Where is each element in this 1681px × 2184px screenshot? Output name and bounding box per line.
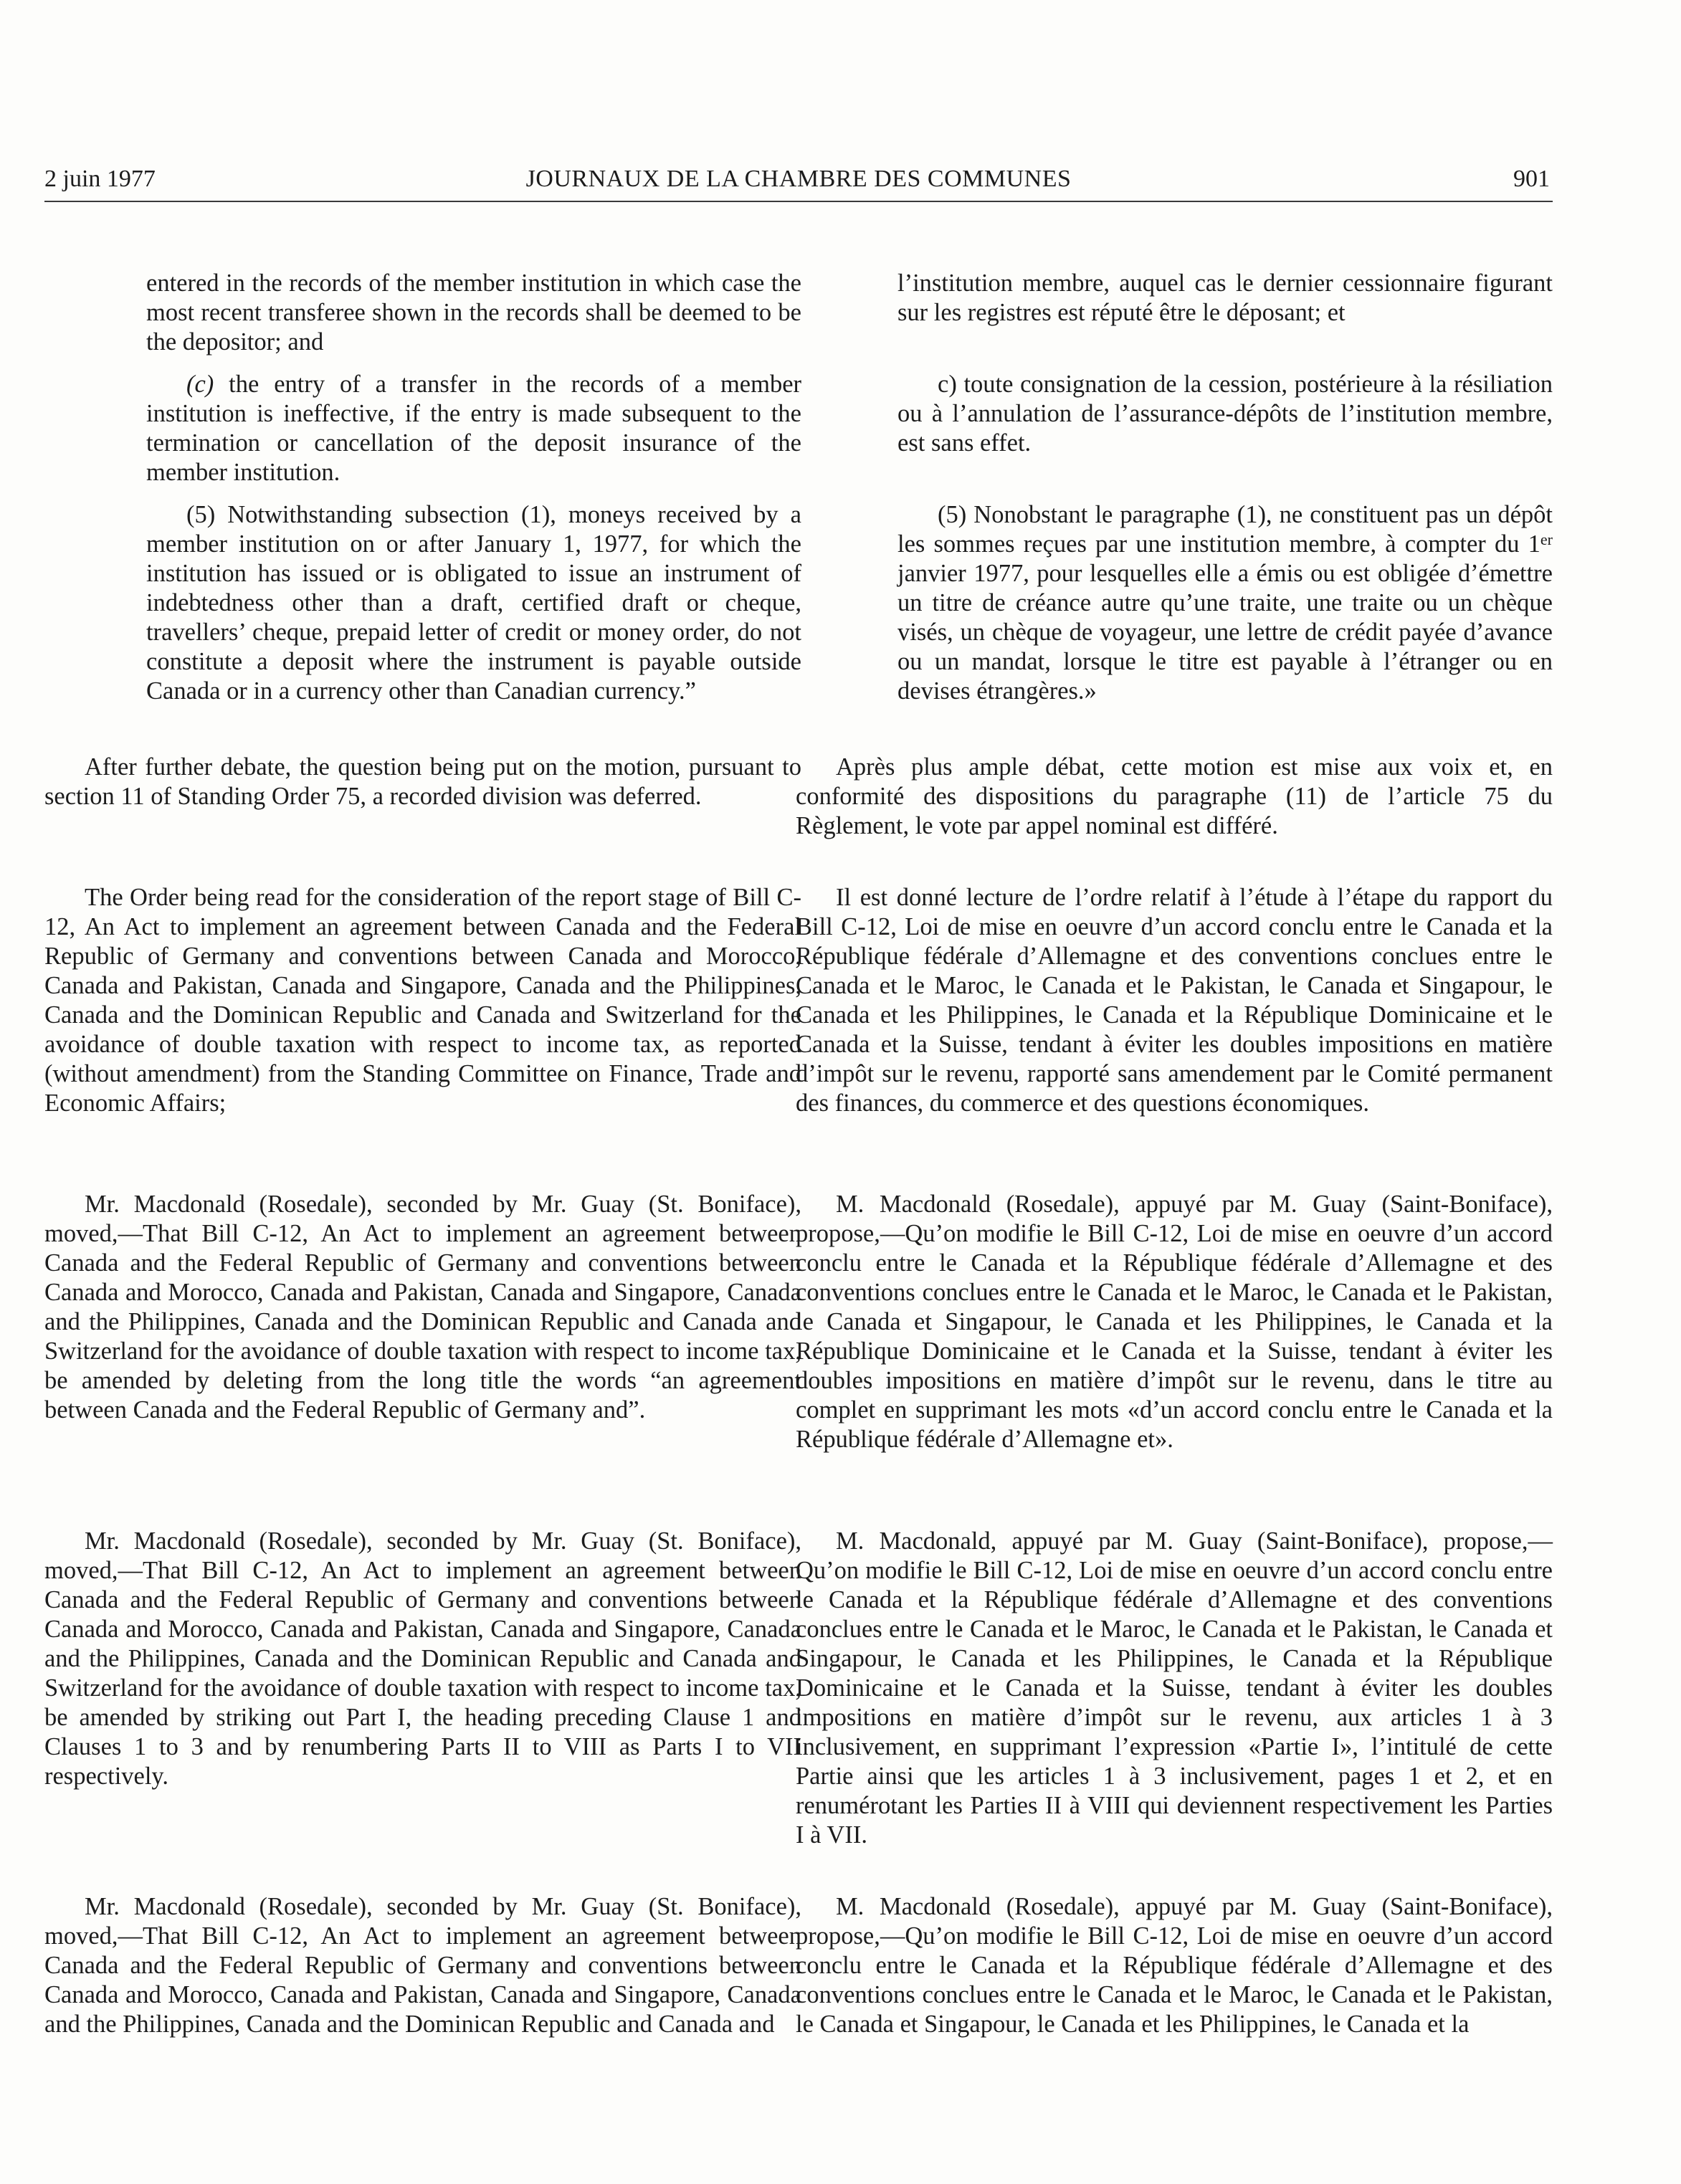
french-paragraph: M. Macdonald (Rosedale), appuyé par M. Guay (Saint-Boniface), propose,—Qu’on modifie le Bill C-12, Loi de mise en oeuvre d’un accord conclu entre le Canada et la République fédérale d’Allemagne et des conventions conclues entre le Canada et le Maroc, le Canada et le Pakistan, le Canada et Singapour, le Canada et les Philippines, le Canada et la [796,1893,1553,2038]
header-date: 2 juin 1977 [44,166,156,192]
french-subsection-c [796,370,1553,458]
english-paragraph: entered in the records of the member institution in which case the most recent transferee shown in the records shall be deemed to be the depositor; and [146,270,801,356]
english-subsection-5 [44,500,801,706]
clause-label: c) [938,371,957,398]
english-subsection-c [44,370,801,487]
french-paragraph: (5) Nonobstant le paragraphe (1), ne constituent pas un dépôt les sommes reçues par une institution membre, à compter du 1er janvier 1977, pour lesquelles elle a émis ou est obligée d’émettre un titre de créance autre qu’une traite, une traite ou un chèque visés, un chèque de voyageur, une lettre de crédit payée d’avance ou un mandat, lorsque le titre est payable à l’étranger ou en devises étrangères.» [897,501,1553,705]
french-subsection-b-continued [796,269,1553,328]
english-debate-deferred [44,753,801,811]
french-order-read [796,883,1553,1118]
french-paragraph: M. Macdonald (Rosedale), appuyé par M. Guay (Saint-Boniface), propose,—Qu’on modifie le Bill C-12, Loi de mise en oeuvre d’un accord conclu entre le Canada et la République fédérale d’Allemagne et des conventions conclues entre le Canada et le Maroc, le Canada et le Pakistan, le Canada et Singapour, le Canada et les Philippines, le Canada et la République Dominicaine et le Canada et la Suisse, tendant à éviter les doubles impositions en matière d’impôt sur le revenu, dans le titre au complet en supprimant les mots «d’un accord conclu entre le Canada et la République fédérale d’Allemagne et». [796,1191,1553,1453]
clause-label: (c) [186,371,214,398]
english-paragraph: The Order being read for the consideration of the report stage of Bill C-12, An Act to implement an agreement between Canada and the Federal Republic of Germany and conventions between Canada and Morocco, Canada and Pakistan, Canada and Singapore, Canada and the Philippines, Canada and the Dominican Republic and Canada and Switzerland for the avoidance of double taxation with respect to income tax, as reported (without amendment) from the Standing Committee on Finance, Trade and Economic Affairs; [44,884,801,1117]
english-motion-2 [44,1527,801,1791]
english-subsection-b-continued [44,269,801,357]
french-paragraph: l’institution membre, auquel cas le dernier cessionnaire figurant sur les registres est réputé être le déposant; et [897,270,1553,326]
english-motion-3 [44,1892,801,2039]
english-order-read [44,883,801,1118]
page-number: 901 [1513,166,1550,192]
french-debate-deferred [796,753,1553,841]
french-paragraph: c) toute consignation de la cession, postérieure à la résiliation ou à l’annulation de l’assurance-dépôts de l’institution membre, est sans effet. [897,371,1553,457]
english-motion-1 [44,1190,801,1425]
running-header [44,163,1553,202]
english-paragraph: Mr. Macdonald (Rosedale), seconded by Mr. Guay (St. Boniface), moved,—That Bill C-12, An Act to implement an agreement between Canada and the Federal Republic of Germany and conventions between Canada and Morocco, Canada and Pakistan, Canada and Singapore, Canada and the Philippines, Canada and the Dominican Republic and Canada and [44,1893,801,2038]
french-motion-1 [796,1190,1553,1454]
french-motion-2 [796,1527,1553,1850]
french-paragraph: Après plus ample débat, cette motion est mise aux voix et, en conformité des dispositions du paragraphe (11) de l’article 75 du Règlement, le vote par appel nominal est différé. [796,753,1553,839]
english-paragraph: After further debate, the question being put on the motion, pursuant to section 11 of Standing Order 75, a recorded division was deferred. [44,753,801,810]
english-paragraph: Mr. Macdonald (Rosedale), seconded by Mr. Guay (St. Boniface), moved,—That Bill C-12, An Act to implement an agreement between Canada and the Federal Republic of Germany and conventions between Canada and Morocco, Canada and Pakistan, Canada and Singapore, Canada and the Philippines, Canada and the Dominican Republic and Canada and Switzerland for the avoidance of double taxation with respect to income tax, be amended by deleting from the long title the words “an agreement between Canada and the Federal Republic of Germany and”. [44,1191,801,1424]
french-paragraph: Il est donné lecture de l’ordre relatif à l’étude à l’étape du rapport du Bill C-12, Loi de mise en oeuvre d’un accord conclu entre le Canada et la République fédérale d’Allemagne et des conventions conclues entre le Canada et le Maroc, le Canada et le Pakistan, le Canada et Singapour, le Canada et les Philippines, le Canada et la République Dominicaine et le Canada et la Suisse, tendant à éviter les doubles impositions en matière d’impôt sur le revenu, rapporté sans amendement par le Comité permanent des finances, du commerce et des questions économiques. [796,884,1553,1117]
french-motion-3 [796,1892,1553,2039]
english-paragraph: Mr. Macdonald (Rosedale), seconded by Mr. Guay (St. Boniface), moved,—That Bill C-12, An Act to implement an agreement between Canada and the Federal Republic of Germany and conventions between Canada and Morocco, Canada and Pakistan, Canada and Singapore, Canada and the Philippines, Canada and the Dominican Republic and Canada and Switzerland for the avoidance of double taxation with respect to income tax, be amended by striking out Part I, the heading preceding Clause 1 and Clauses 1 to 3 and by renumbering Parts II to VIII as Parts I to VII respectively. [44,1527,801,1790]
english-paragraph: (c) the entry of a transfer in the records of a member institution is ineffective, if the entry is made subsequent to the termination or cancellation of the deposit insurance of the member institution. [146,371,801,486]
header-title: JOURNAUX DE LA CHAMBRE DES COMMUNES [525,166,1072,192]
french-paragraph: M. Macdonald, appuyé par M. Guay (Saint-Boniface), propose,—Qu’on modifie le Bill C-12, Loi de mise en oeuvre d’un accord conclu entre le Canada et la République fédérale d’Allemagne et des conventions conclues entre le Canada et le Maroc, le Canada et le Pakistan, le Canada et Singapour, le Canada et les Philippines, le Canada et la République Dominicaine et le Canada et la Suisse, tendant à éviter les doubles impositions en matière d’impôt sur le revenu, aux articles 1 à 3 inclusivement, en supprimant l’expression «Partie I», l’intitulé de cette Partie ainsi que les articles 1 à 3 inclusivement, pages 1 et 2, et en renumérotant les Parties II à VIII qui deviennent respectivement les Parties I à VII. [796,1527,1553,1849]
english-paragraph: (5) Notwithstanding subsection (1), moneys received by a member institution on or after January 1, 1977, for which the institution has issued or is obligated to issue an instrument of indebtedness other than a draft, certified draft or cheque, travellers’ cheque, prepaid letter of credit or money order, do not constitute a deposit where the instrument is payable outside Canada or in a currency other than Canadian currency.” [146,501,801,705]
french-subsection-5 [796,500,1553,706]
